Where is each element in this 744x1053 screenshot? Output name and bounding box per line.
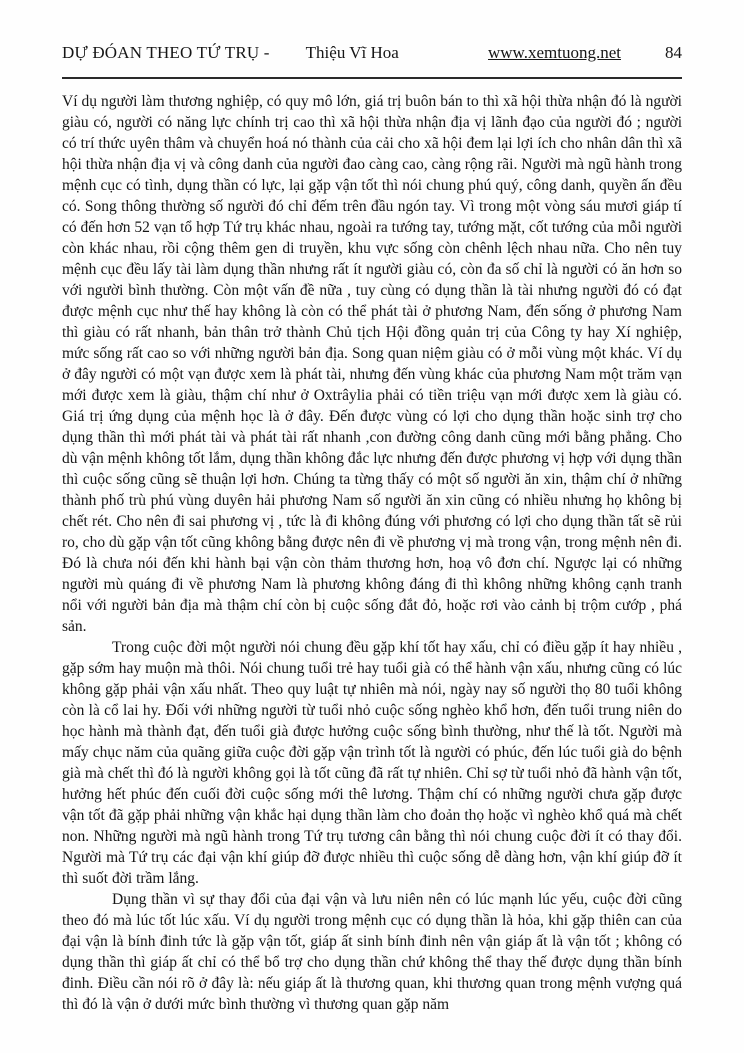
paragraph-3: Dụng thần vì sự thay đổi của đại vận và lưu niên nên có lúc mạnh lúc yếu, cuộc đời cũng theo đó mà lúc tốt lúc xấu. Ví dụ người trong mệnh cục có dụng thần là hỏa, khi gặp thiên can của đại vận là bính đinh tức là gặp vận tốt, giáp ất sinh bính đinh nên vận giáp ất là vận tốt ; không có dụng thần thì giáp ất chỉ có thể bổ trợ cho dụng thần chứ không thể thay thế được dụng thần bính đinh. Điều cần nói rõ ở đây là: nếu giáp ất là thương quan, khi thương quan trong mệnh vượng quá thì đó là vận ở dưới mức bình thường vì thương quan gặp năm <box>62 891 682 1013</box>
website-link: www.xemtuong.net <box>488 43 621 62</box>
page-body <box>62 91 682 1015</box>
page-header <box>62 42 682 79</box>
book-title: DỰ ĐÓAN THEO TỨ TRỤ - <box>62 43 270 62</box>
author-name: Thiệu Vĩ Hoa <box>305 43 399 62</box>
paragraph-1: Ví dụ người làm thương nghiệp, có quy mô lớn, giá trị buôn bán to thì xã hội thừa nhận đó là người giàu có, người có năng lực chính trị cao thì xã hội thừa nhận địa vị lãnh đạo của người đó ; người có trí thức uyên thâm và chuyển hoá nó thành của cải cho xã hội đem lại lợi ích cho nhân dân thì xã hội thừa nhận địa vị và công danh của người đao càng cao, càng rộng rãi. Người mà ngũ hành trong mệnh cục có tình, dụng thần có lực, lại gặp vận tốt thì nói chung phú quý, công danh, quyền ấn đều có. Song thông thường số người đó chỉ đếm trên đầu ngón tay. Vì trong một vòng sáu mươi giáp tí có đến hơn 52 vạn tổ hợp Tứ trụ khác nhau, ngoài ra tướng tay, tướng mặt, cốt tướng của mỗi người còn khác nhau, rồi cộng thêm gen di truyền, khu vực sống còn chênh lệch nhau nữa. Cho nên tuy mệnh cục đều lấy tài làm dụng thần nhưng rất ít người giàu có, còn đa số chỉ là người có ăn hơn so với người bình thường. Còn một vấn đề nữa , tuy cùng có dụng thần là tài nhưng người đó có đạt được mệnh cục như thế hay không là còn có thể phát tài ở phương Nam, đến sống ở phương Nam thì giàu có rất nhanh, bản thân trở thành Chủ tịch Hội đồng quản trị của Công ty hay Xí nghiệp, mức sống rất cao so với những người bản địa. Song quan niệm giàu có ở mỗi vùng một khác. Ví dụ ở đây người có một vạn được xem là phát tài, nhưng đến vùng khác của phương Nam một trăm vạn mới được xem là giàu, thậm chí như ở Oxtrâylia phải có tiền triệu vạn mới được xem là giàu có. Giá trị ứng dụng của mệnh học là ở đây. Đến được vùng có lợi cho dụng thần hoặc sinh trợ cho dụng thần thì mới phát tài và phát tài rất nhanh ,con đường công danh cũng mới bằng phẳng. Cho dù vận mệnh không tốt lắm, dụng thần không đắc lực nhưng đến được phương vị hợp với dụng thần thì cuộc sống cũng sẽ thuận lợi hơn. Chúng ta từng thấy có một số người ăn xin, thậm chí ở những thành phố trù phú vùng duyên hải phương Nam số người ăn xin cũng có nhiều nhưng họ không bị chết rét. Cho nên đi sai phương vị , tức là đi không đúng với phương có lợi cho dụng thần tất sẽ rủi ro, cho dù gặp vận tốt cũng không bằng được nên đi về phương vị mà trong vận, trong mệnh nên đi. Đó là chưa nói đến khi hành bại vận còn thảm thương hơn, hoạ vô đơn chí. Ngược lại có những người mù quáng đi về phương Nam là phương không đáng đi thì không những không cạnh tranh nổi với người bản địa mà thậm chí còn bị cuộc sống đắt đỏ, hoặc rơi vào cảnh bị trộm cướp , phá sản. <box>62 93 682 635</box>
page-number: 84 <box>665 43 682 62</box>
paragraph-2: Trong cuộc đời một người nói chung đều gặp khí tốt hay xấu, chỉ có điều gặp ít hay nhiều , gặp sớm hay muộn mà thôi. Nói chung tuổi trẻ hay tuổi già có thể hành vận xấu, nhưng cũng có lúc không gặp phải vận xấu nhất. Theo quy luật tự nhiên mà nói, ngày nay số người thọ 80 tuổi không còn là cổ lai hy. Đối với những người từ tuổi nhỏ cuộc sống nghèo khổ hơn, đến tuổi trung niên do học hành mà thành đạt, đến tuổi già được hưởng cuộc sống bình thường, như thế là tốt. Người mà mấy chục năm của quãng giữa cuộc đời gặp vận trình tốt là người có phúc, đến lúc tuổi già do bệnh già mà chết thì đó là người không gọi là tốt cũng đã rất tự nhiên. Chỉ sợ từ tuổi nhỏ đã hành vận tốt, hưởng hết phúc đến cuối đời cuộc sống mới thê lương. Thậm chí có những người chưa gặp được vận tốt đã gặp phải những vận khắc hại dụng thần làm cho đoản thọ hoặc vì nghèo khổ quá mà chết non. Những người mà ngũ hành trong Tứ trụ tương cân bằng thì nói chung cuộc đời ít có thay đổi. Người mà Tứ trụ các đại vận khí giúp đỡ được nhiều thì cuộc sống dễ dàng hơn, vận khí giúp đỡ ít thì suốt đời trầm lắng. <box>62 639 682 887</box>
